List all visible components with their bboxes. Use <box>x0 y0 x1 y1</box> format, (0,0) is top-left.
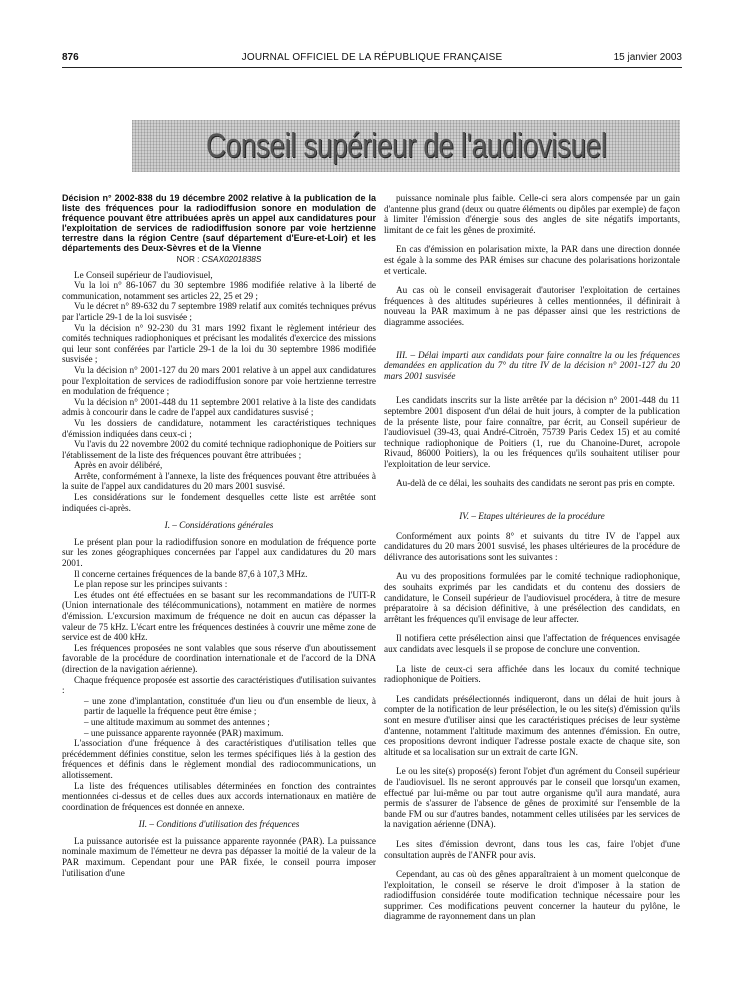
section-3-heading: III. – Délai imparti aux candidats pour faire connaître la ou les fréquences demandées en application du 7° du titre IV de la décision n° 2001-127 du 20 mars 2001 susvisée <box>384 349 680 381</box>
dash-item: – une altitude maximum au sommet des antennes ; <box>84 716 270 727</box>
body-paragraph: Les fréquences proposées ne sont valables que sous réserve d'un aboutissement favorable de la procédure de coordination internationale et de l'accord de la DNA (direction de la navigation aérienne). <box>62 642 376 674</box>
body-paragraph: Au vu des propositions formulées par le comité technique radiophonique, des souhaits exprimés par les candidats et du contenu des dossiers de candidature, le Conseil supérieur de l'audiovisuel procédera, à titre de mesure préparatoire à sa décision définitive, à une présélection des candidats, en arrêtant les fréquences qu'il envisage de leur affecter. <box>384 571 680 624</box>
body-paragraph: Il notifiera cette présélection ainsi que l'affectation de fréquences envisagée aux candidats avec lesquels il se propose de conclure une convention. <box>384 633 680 654</box>
preamble-paragraph: Vu les dossiers de candidature, notamment les caractéristiques techniques d'émission indiquées dans ceux-ci ; <box>62 417 376 439</box>
section-2-heading: II. – Conditions d'utilisation des fréquences <box>138 819 300 830</box>
body-paragraph: Les études ont été effectuées en se basant sur les recommandations de l'UIT-R (Union internationale des télécommunications), notamment en matière de normes d'émission. L'excursion maximum de fréquence ne doit en aucun cas dépasser la valeur de 75 kHz. L'écart entre les fréquences destinées à couvrir une même zone de service est de 400 kHz. <box>62 589 376 643</box>
preamble-paragraph: Vu la décision n° 92-230 du 31 mars 1992 fixant le règlement intérieur des comités techniques radiophoniques et précisant les modalités d'exercice des missions qui leur sont conférées par l'article 29-1 de la loi du 30 septembre 1986 modifiée susvisée ; <box>62 322 376 365</box>
section-4-heading: IV. – Etapes ultérieures de la procédure <box>459 511 605 522</box>
preamble-paragraph: Vu la décision n° 2001-448 du 11 septembre 2001 relative à la liste des candidats admis à concourir dans le cadre de l'appel aux candidatures susvisé ; <box>62 396 376 418</box>
body-paragraph: Le présent plan pour la radiodiffusion sonore en modulation de fréquence porte sur les zones géographiques concernées par l'appel aux candidatures du 20 mars 2001. <box>62 536 376 569</box>
body-paragraph: Cependant, au cas où des gênes apparaîtraient à un moment quelconque de l'exploitation, le conseil se réserve le droit d'imposer à la station de radiodiffusion considérée toute modification technique nécessaire pour les supprimer. Ces modifications peuvent concerner la hauteur du pylône, le diagramme de rayonnement dans un plan <box>384 869 680 922</box>
page-header <box>62 52 682 68</box>
preamble-paragraph: Le Conseil supérieur de l'audiovisuel, <box>74 269 213 280</box>
body-paragraph: La liste des fréquences utilisables déterminées en fonction des contraintes mentionnées ci-dessus et de celles dues aux accords internationaux en matière de coordination de fréquences est donnée en annexe. <box>62 780 376 812</box>
banner-title: Conseil supérieur de l'audiovisuel <box>205 126 607 165</box>
body-paragraph: puissance nominale plus faible. Celle-ci sera alors compensée par un gain d'antenne plus grand (deux ou quatre éléments ou dipôles par exemple) de façon à limiter l'émission d'énergie sous des angles de site négatifs importants, limitant de ce fait les gênes de proximité. <box>384 193 680 235</box>
journal-title: JOURNAL OFFICIEL DE LA RÉPUBLIQUE FRANÇAISE <box>241 52 503 63</box>
body-paragraph: Les candidats présélectionnés indiqueront, dans un délai de huit jours à compter de la notification de leur présélection, le ou les site(s) d'émission qu'ils sont en mesure d'utiliser ainsi que les caractéristiques précises de leur système d'antenne, notamment l'altitude maximum des antennes d'émission. En outre, ces propositions devront indiquer l'adresse postale exacte de chaque site, son altitude et sa localisation sur un extrait de carte IGN. <box>384 693 680 757</box>
preamble-paragraph: Les considérations sur le fondement desquelles cette liste est arrêtée sont indiquées ci-après. <box>62 492 376 513</box>
body-paragraph: Les sites d'émission devront, dans tous les cas, faire l'objet d'une consultation auprès de l'ANFR pour avis. <box>384 838 680 860</box>
body-paragraph: En cas d'émission en polarisation mixte, la PAR dans une direction donnée est égale à la somme des PAR émises sur chacune des polarisations horizontale et verticale. <box>384 244 680 276</box>
decision-title: Décision n° 2002-838 du 19 décembre 2002 relative à la publication de la liste des fréquences pour la radiodiffusion sonore en modulation de fréquence pouvant être attribuées après un appel aux candidatures pour l'exploitation de services de radiodiffusion sonore par voie hertzienne terrestre dans la région Centre (sauf département d'Eure-et-Loir) et les départements des Deux-Sèvres et de la Vienne <box>62 193 376 253</box>
page-number: 876 <box>62 52 79 63</box>
preamble-paragraph: Vu la loi n° 86-1067 du 30 septembre 1986 modifiée relative à la liberté de communication, notamment ses articles 22, 25 et 29 ; <box>62 280 376 301</box>
preamble-paragraph: Vu la décision n° 2001-127 du 20 mars 2001 relative à un appel aux candidatures pour l'exploitation de services de radiodiffusion sonore par voie hertzienne terrestre en modulation de fréquence ; <box>62 364 376 397</box>
section-1-heading: I. – Considérations générales <box>164 520 274 531</box>
body-paragraph: L'association d'une fréquence à des caractéristiques d'utilisation telles que précédemment définies constitue, selon les termes spécifiques liés à la gestion des fréquences et définis dans le règlement mondial des radiocommunications, un allotissement. <box>62 738 376 780</box>
nor-reference <box>62 255 376 266</box>
body-paragraph: Conformément aux points 8° et suivants du titre IV de l'appel aux candidatures du 20 mars 2001 susvisé, les phases ultérieures de la procédure de délivrance des autorisations sont les suivantes : <box>384 530 680 562</box>
header-rule <box>62 67 682 68</box>
body-paragraph: Le plan repose sur les principes suivants : <box>74 579 228 590</box>
body-paragraph: Chaque fréquence proposée est assortie des caractéristiques d'utilisation suivantes : <box>62 674 376 696</box>
preamble-paragraph: Vu l'avis du 22 novembre 2002 du comité technique radiophonique de Poitiers sur l'établissement de la liste des fréquences pouvant être attribuées ; <box>62 439 376 460</box>
section-banner <box>132 120 680 172</box>
preamble-paragraph: Après en avoir délibéré, <box>74 460 163 471</box>
nor-label: NOR : <box>176 255 200 264</box>
preamble-paragraph: Vu le décret n° 89-632 du 7 septembre 1989 relatif aux comités techniques prévus par l'article 29-1 de la loi susvisée ; <box>62 301 376 322</box>
right-column <box>384 193 680 922</box>
issue-date: 15 janvier 2003 <box>613 52 682 63</box>
body-paragraph: Au cas où le conseil envisagerait d'autoriser l'exploitation de certaines fréquences à des altitudes supérieures à celles mentionnées, il définirait à nouveau la PAR maximum à ne pas dépasser ainsi que les restrictions de diagramme associées. <box>384 285 680 327</box>
left-column <box>62 193 376 878</box>
body-paragraph: La puissance autorisée est la puissance apparente rayonnée (PAR). La puissance nominale maximum de l'émetteur ne devra pas dépasser la moitié de la valeur de la PAR maximum. Cependant pour une PAR fixée, le conseil pourra imposer l'utilisation d'une <box>62 835 376 878</box>
dash-item: – une puissance apparente rayonnée (PAR) maximum. <box>84 727 284 738</box>
body-paragraph: Il concerne certaines fréquences de la bande 87,6 à 107,3 MHz. <box>74 568 308 579</box>
dash-item: – une zone d'implantation, constituée d'un lieu ou d'un ensemble de lieux, à partir de laquelle la fréquence peut être émise ; <box>84 695 376 717</box>
body-paragraph: Les candidats inscrits sur la liste arrêtée par la décision n° 2001-448 du 11 septembre 2001 disposent d'un délai de huit jours, à compter de la publication de la présente liste, pour faire connaître, par écrit, au Conseil supérieur de l'audiovisuel (39-43, quai André-Citroën, 75739 Paris Cedex 15) et au comité technique radiophonique de Poitiers (1, rue du Chanoine-Duret, acropole Rivaud, 86000 Poitiers), la ou les fréquences qu'ils souhaitent utiliser pour l'exploitation de leur service. <box>384 395 680 469</box>
body-paragraph: Au-delà de ce délai, les souhaits des candidats ne seront pas pris en compte. <box>396 478 675 489</box>
nor-code: CSAX0201838S <box>201 255 262 264</box>
body-paragraph: La liste de ceux-ci sera affichée dans les locaux du comité technique radiophonique de Poitiers. <box>384 663 680 685</box>
body-paragraph: Le ou les site(s) proposé(s) feront l'objet d'un agrément du Conseil supérieur de l'audiovisuel. Ils ne seront approuvés par le conseil que lorsqu'un examen, effectué par lui-même ou par tout autre organisme qu'il aura mandaté, aura permis de s'assurer de l'absence de gênes de proximité sur l'ensemble de la bande FM ou sur d'autres bandes, notamment celles utilisées par les services de la navigation aérienne (DNA). <box>384 766 680 830</box>
preamble-paragraph: Arrête, conformément à l'annexe, la liste des fréquences pouvant être attribuées à la suite de l'appel aux candidatures du 20 mars 2001 susvisé. <box>62 470 376 492</box>
